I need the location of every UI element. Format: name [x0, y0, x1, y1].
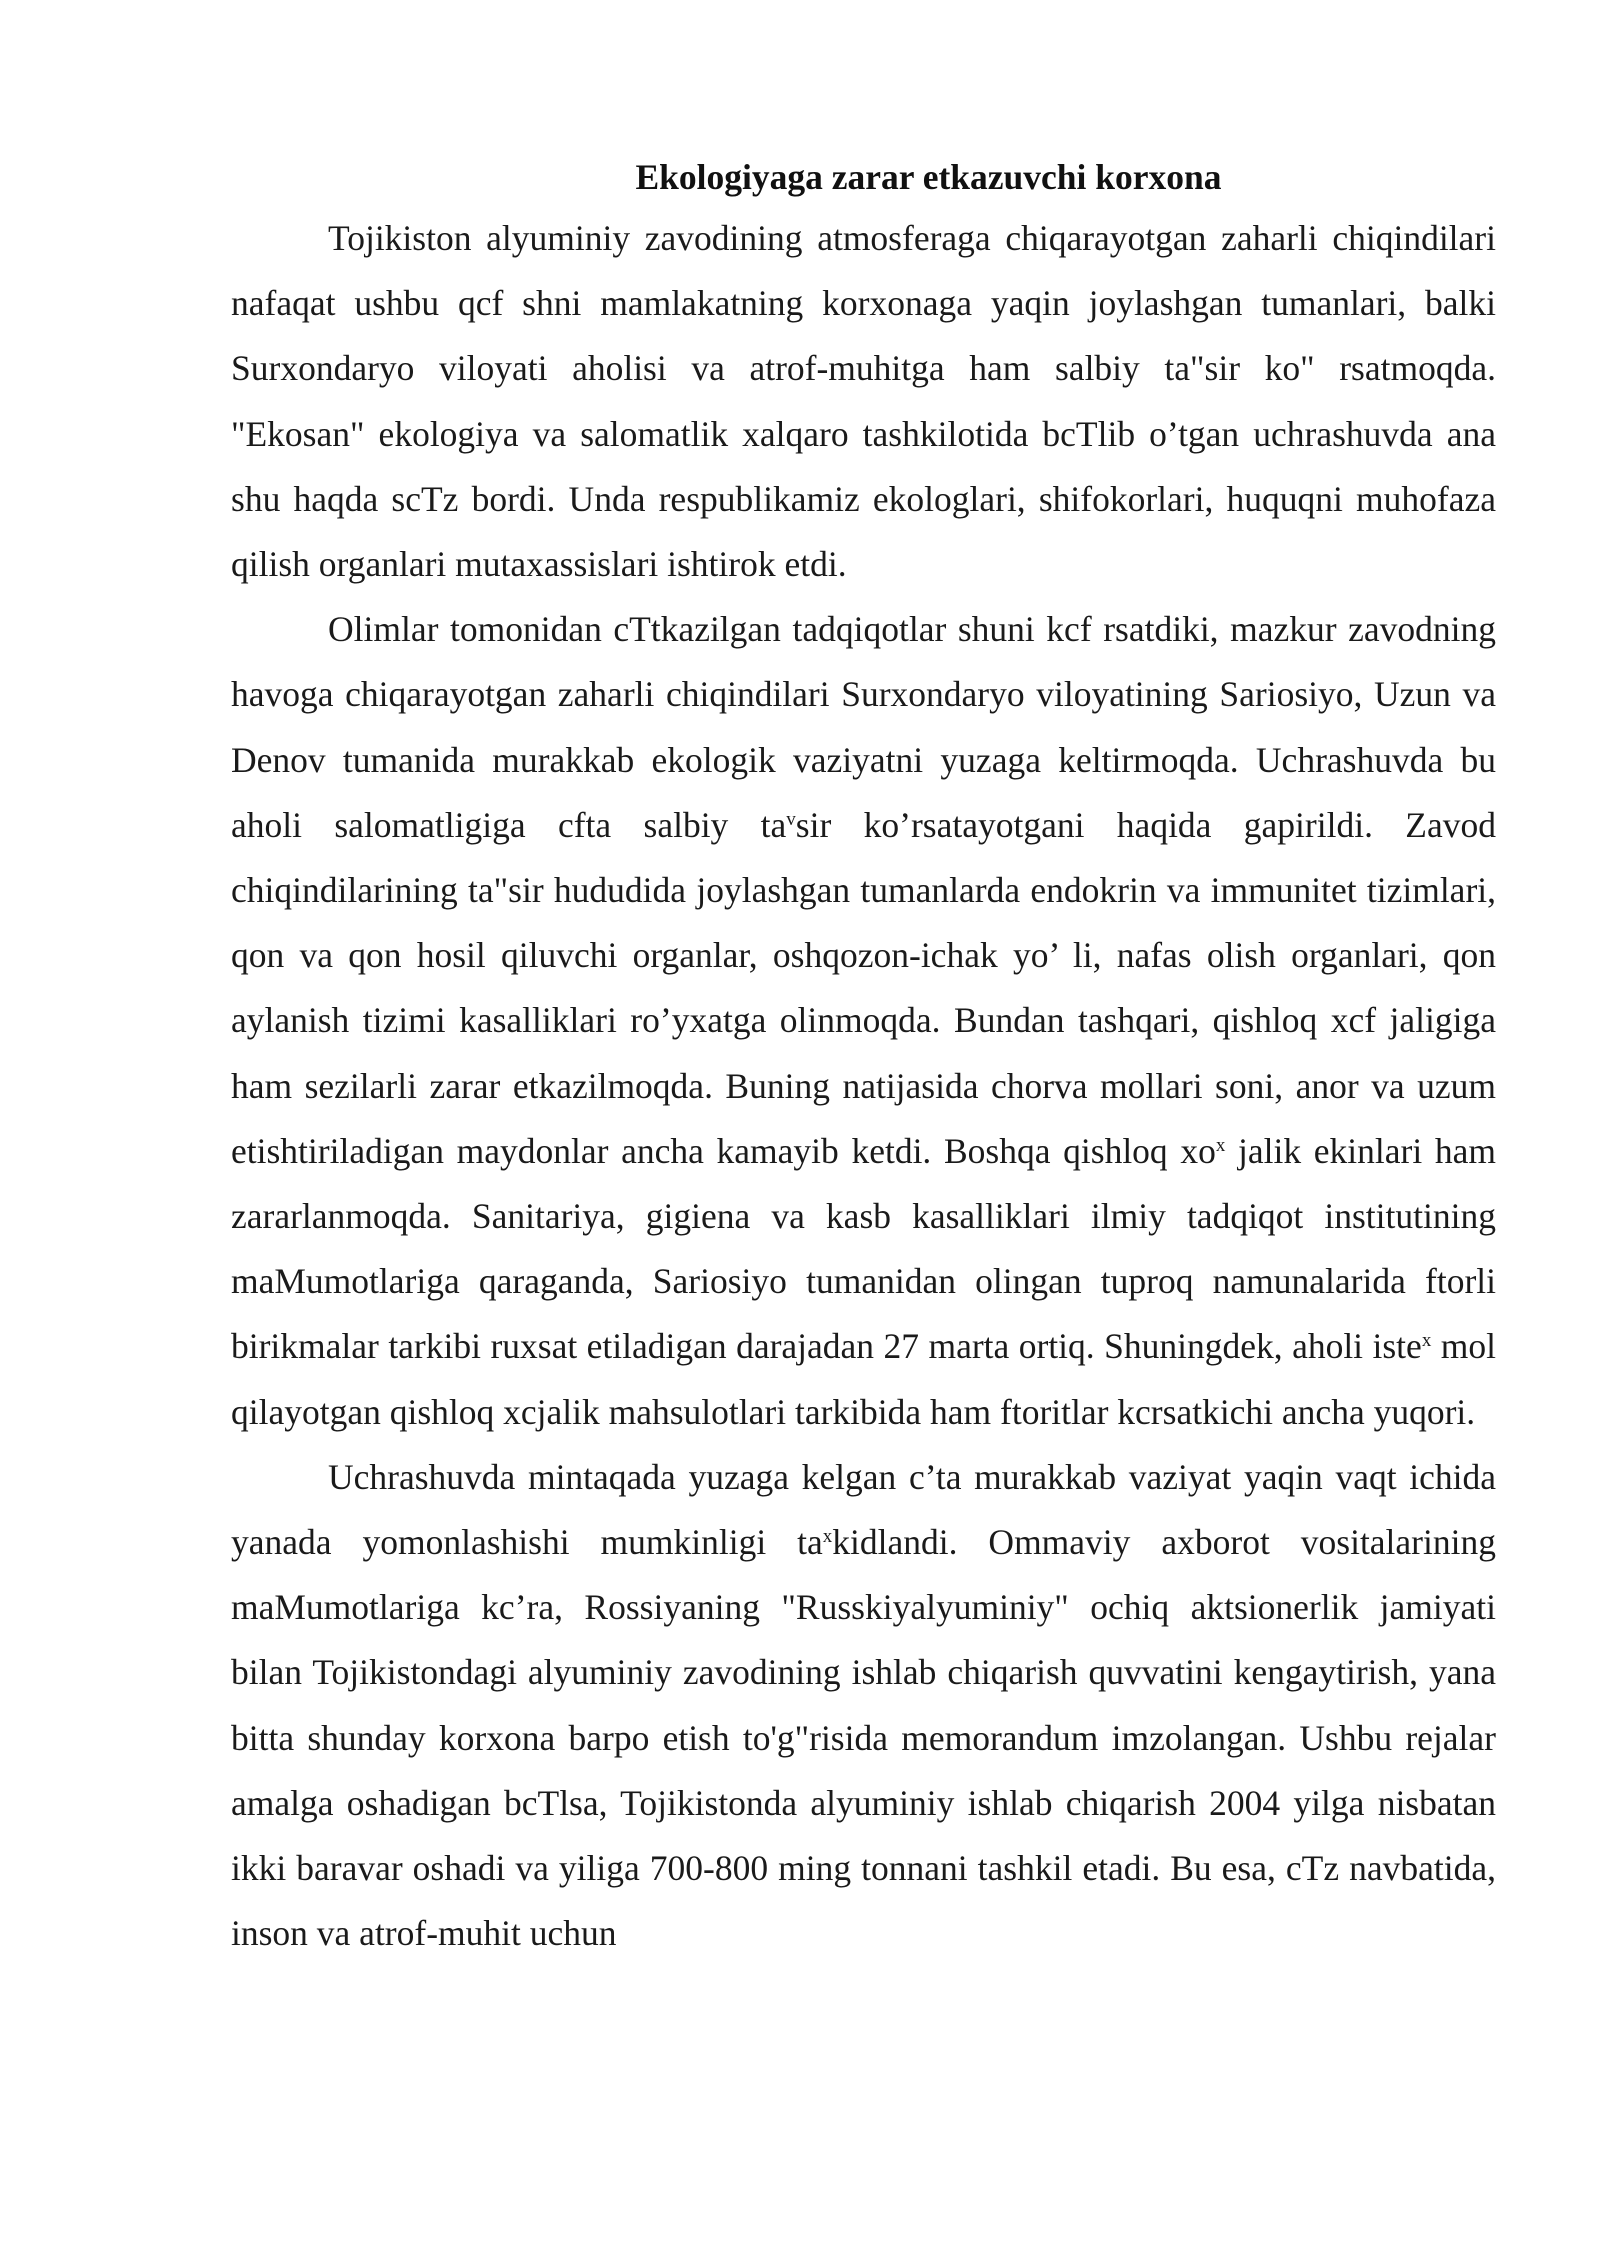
paragraph-text: kidlandi. Ommaviy axborot vositalarining maMumotlariga kc’ra, Rossiyaning "Russkiyalyuminiy" ochiq aktsionerlik jamiyati bilan Tojikistondagi alyuminiy zavodining ishlab chiqarish quvvatini kengaytirish, yana bitta shunday korxona barpo etish to'g"risida memorandum imzolangan. Ushbu rejalar amalga oshadigan bcTlsa, Tojikistonda alyuminiy ishlab chiqarish 2004 yilga nisbatan ikki baravar oshadi va yiliga 700-800 ming tonnani tashkil etadi. Bu esa, cTz navbatida, inson va atrof-muhit uchun [231, 1522, 1496, 1954]
paragraph-text: Tojikiston alyuminiy zavodining atmosferaga chiqarayotgan zaharli chiqindilari nafaqat ushbu qcf shni mamlakatning korxonaga yaqin joylashgan tumanlari, balki Surxondaryo viloyati aholisi va atrof-muhitga ham salbiy ta"sir ko" rsatmoqda. "Ekosan" ekologiya va salomatlik xalqaro tashkilotida bcTlib o’tgan uchrashuvda ana shu haqda scTz bordi. Unda respublikamiz ekologlari, shifokorlari, huquqni muhofaza qilish organlari mutaxassislari ishtirok etdi. [231, 218, 1496, 585]
paragraph-text: mol qilayotgan qishloq xcjalik mahsulotlari tarkibida ham ftoritlar kcrsatkichi ancha yuqori. [231, 1326, 1496, 1432]
paragraph-text: Olimlar tomonidan cTtkazilgan tadqiqotlar shuni kcf rsatdiki, mazkur zavodning havoga chiqarayotgan zaharli chiqindilari Surxondaryo viloyatining Sariosiyo, Uzun va Denov tumanida murakkab ekologik vaziyatni yuzaga keltirmoqda. Uchrashuvda bu aholi salomatligiga cfta salbiy ta [231, 609, 1496, 845]
paragraph-text: sir ko’rsatayotgani haqida gapirildi. Zavod chiqindilarining ta"sir hududida joylashgan tumanlarda endokrin va immunitet tizimlari, qon va qon hosil qiluvchi organlar, oshqozon-ichak yo’ li, nafas olish organlari, qon aylanish tizimi kasalliklari ro’yxatga olinmoqda. Bundan tashqari, qishloq xcf jaligiga ham sezilarli zarar etkazilmoqda. Buning natijasida chorva mollari soni, anor va uzum etishtiriladigan maydonlar ancha kamayib ketdi. Boshqa qishloq xo [231, 804, 1496, 1171]
document-title: Ekologiyaga zarar etkazuvchi korxona [635, 157, 1222, 197]
superscript-mark: x [1215, 1135, 1226, 1157]
paragraph-3 [231, 1445, 1496, 1967]
paragraph-text: jalik ekinlari ham zararlanmoqda. Sanitariya, gigiena va kasb kasalliklari ilmiy tadqiqot institutining maMumotlariga qaraganda, Sariosiyo tumanidan olingan tuproq namunalarida ftorli birikmalar tarkibi ruxsat etiladigan darajadan 27 marta ortiq. Shuningdek, aholi iste [231, 1130, 1497, 1367]
paragraph-text: Uchrashuvda mintaqada yuzaga kelgan c’ta murakkab vaziyat yaqin vaqt ichida yanada yomonlashishi mumkinligi ta [231, 1456, 1496, 1563]
paragraph-1 [231, 206, 1496, 597]
document-body [231, 148, 1496, 1966]
superscript-mark: x [1421, 1330, 1432, 1352]
paragraph-2 [231, 597, 1496, 1445]
superscript-mark: v [786, 809, 796, 831]
superscript-mark: x [822, 1526, 833, 1548]
